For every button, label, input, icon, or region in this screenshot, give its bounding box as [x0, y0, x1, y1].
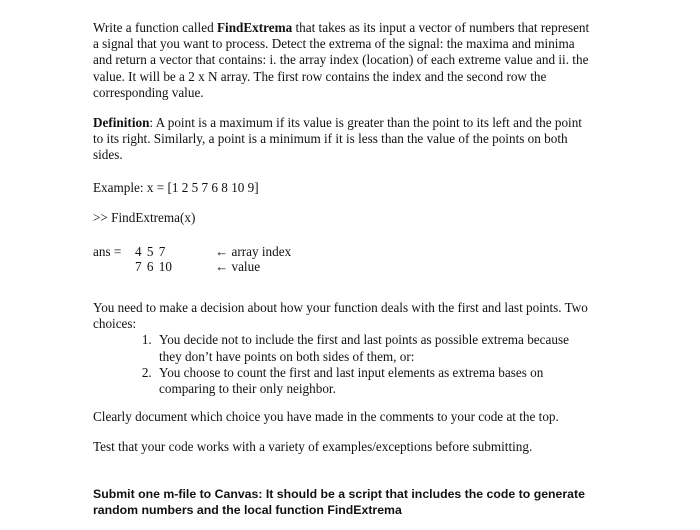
- function-name: FindExtrema: [216, 20, 293, 35]
- function-call: >> FindExtrema(x): [93, 209, 196, 225]
- document-body: [93, 20, 593, 518]
- definition-paragraph: [93, 115, 593, 164]
- example-line: Example: x = [1 2 5 7 6 8 10 9]: [93, 179, 259, 195]
- test-paragraph: Test that your code works with a variety of examples/exceptions before submitting.: [93, 439, 533, 455]
- definition-text: : A point is a maximum if its value is greater than the point to its left and the point to its right. Similarly, a point is a minimum if it is less than the value of the points on both sides.: [93, 115, 582, 163]
- answer-label: ans =: [93, 244, 122, 260]
- answer-block: [93, 244, 593, 278]
- intro-paragraph: [93, 20, 593, 101]
- value-annotation: ← value: [215, 259, 261, 275]
- submit-note: Submit one m-file to Canvas: It should be a script that includes the code to generate random numbers and the local function FindExtrema: [93, 486, 585, 517]
- definition-label: Definition: [93, 115, 150, 131]
- answer-value-row: 7 6 10: [135, 259, 172, 275]
- answer-index-row: 4 5 7: [135, 244, 166, 260]
- document-choice-paragraph: Clearly document which choice you have made in the comments to your code at the top.: [93, 409, 559, 425]
- intro-text-rest: that takes as its input a vector of numbers that represent a signal that you want to process. Detect the extrema of the signal: the maxima and minima and return a vector that contains: i. the array index (location) of each extreme value and ii. the value. It will be a 2 x N array. The first row contains the index and the second row the corresponding value.: [93, 20, 590, 100]
- choices-list: [93, 332, 593, 397]
- decision-paragraph: You need to make a decision about how your function deals with the first and last points. Two choices:: [93, 300, 588, 332]
- choice-item: 2. You choose to count the first and last input elements as extrema bases on comparing to their only neighbor.: [155, 365, 593, 397]
- index-annotation: ← array index: [215, 244, 292, 260]
- intro-text-start: Write a function called: [93, 20, 217, 35]
- choice-item: 1. You decide not to include the first and last points as possible extrema because they don’t have points on both sides of them, or:: [155, 332, 593, 364]
